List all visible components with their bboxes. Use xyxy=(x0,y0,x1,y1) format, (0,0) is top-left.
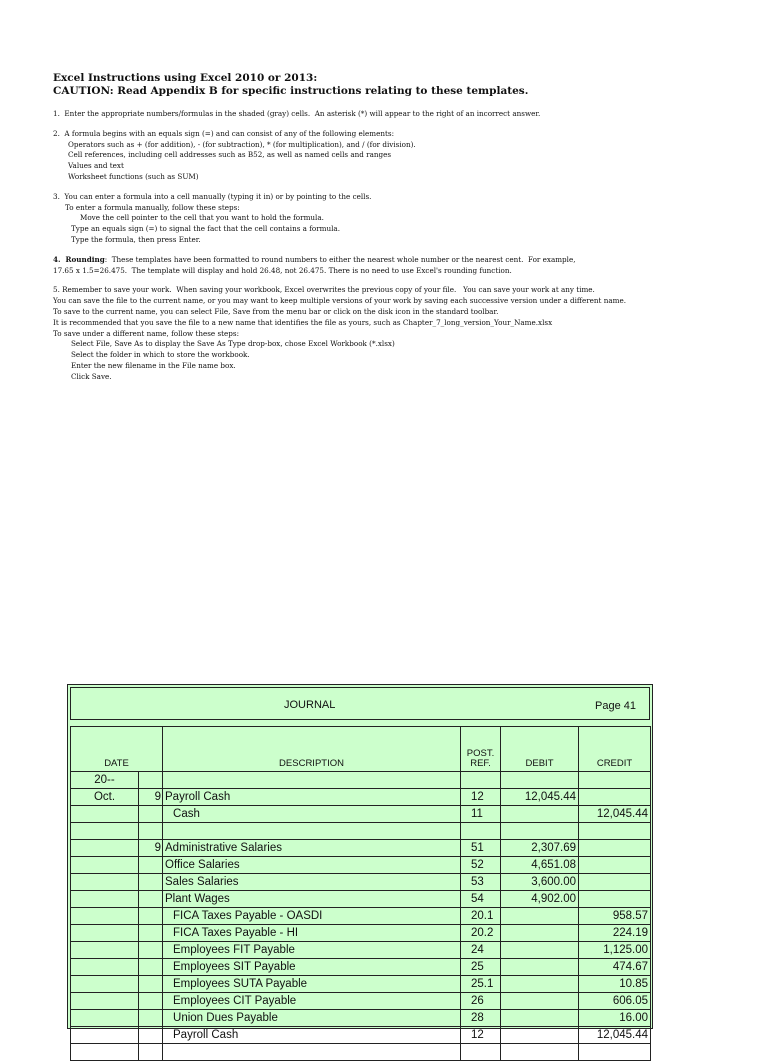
debit-cell xyxy=(501,993,579,1010)
debit-cell: 4,651.08 xyxy=(501,857,579,874)
table-row xyxy=(71,857,651,874)
date-day-cell xyxy=(139,772,163,789)
credit-cell: 606.05 xyxy=(579,993,651,1010)
instruction-3-line: Type the formula, then press Enter. xyxy=(71,234,201,244)
description-cell: Payroll Cash xyxy=(163,1027,461,1044)
description-cell: Office Salaries xyxy=(163,857,461,874)
date-month-cell xyxy=(71,908,139,925)
credit-cell xyxy=(579,874,651,891)
debit-cell xyxy=(501,959,579,976)
instruction-1: 1. Enter the appropriate numbers/formulas in the shaded (gray) cells. An asterisk (*) will appear to the right of an incorrect answer. xyxy=(53,109,541,118)
credit-cell xyxy=(579,1044,651,1061)
table-row xyxy=(71,993,651,1010)
date-day-cell xyxy=(139,806,163,823)
post-ref-cell: 20.2 xyxy=(461,925,501,942)
table-row xyxy=(71,806,651,823)
journal-title: JOURNAL xyxy=(284,699,336,711)
credit-cell: 12,045.44 xyxy=(579,806,651,823)
debit-cell: 4,902.00 xyxy=(501,891,579,908)
date-month-cell xyxy=(71,925,139,942)
instruction-4-text: : These templates have been formatted to round numbers to either the nearest whole number or the nearest cent. For example, xyxy=(104,254,576,264)
table-row xyxy=(71,789,651,806)
instructions-title: Excel Instructions using Excel 2010 or 2013: xyxy=(53,72,318,84)
journal-sheet xyxy=(67,684,653,1041)
table-row xyxy=(71,925,651,942)
date-month-cell xyxy=(71,1044,139,1061)
table-row xyxy=(71,1044,651,1061)
instruction-2: 2. A formula begins with an equals sign (=) and can consist of any of the following elements: xyxy=(53,128,394,138)
date-month-cell xyxy=(71,806,139,823)
journal-header-row xyxy=(71,727,651,772)
date-day-cell xyxy=(139,976,163,993)
instruction-2-line: Values and text xyxy=(68,161,124,171)
debit-cell: 2,307.69 xyxy=(501,840,579,857)
post-ref-cell: 11 xyxy=(461,806,501,823)
table-row xyxy=(71,1027,651,1044)
post-ref-cell: 20.1 xyxy=(461,908,501,925)
post-ref-cell: 24 xyxy=(461,942,501,959)
instruction-5-step: Enter the new filename in the File name box. xyxy=(71,360,236,370)
date-day-cell xyxy=(139,993,163,1010)
description-cell: Administrative Salaries xyxy=(163,840,461,857)
credit-cell xyxy=(579,772,651,789)
debit-cell xyxy=(501,806,579,823)
debit-cell xyxy=(501,908,579,925)
credit-cell xyxy=(579,789,651,806)
description-cell xyxy=(163,1044,461,1061)
post-ref-header: POST. REF. xyxy=(461,727,501,772)
instruction-3: 3. You can enter a formula into a cell manually (typing it in) or by pointing to the cells. xyxy=(53,191,372,201)
instructions-section xyxy=(53,72,753,383)
credit-cell: 10.85 xyxy=(579,976,651,993)
description-cell: Employees SIT Payable xyxy=(163,959,461,976)
date-month-cell xyxy=(71,840,139,857)
instruction-5-step: Select File, Save As to display the Save As Type drop-box, chose Excel Workbook (*.xlsx) xyxy=(71,339,395,349)
date-day-cell xyxy=(139,908,163,925)
date-day-cell: 9 xyxy=(139,789,163,806)
description-cell: Payroll Cash xyxy=(163,789,461,806)
credit-header: CREDIT xyxy=(579,727,651,772)
post-ref-cell xyxy=(461,772,501,789)
credit-cell xyxy=(579,891,651,908)
description-cell: Union Dues Payable xyxy=(163,1010,461,1027)
date-day-cell xyxy=(139,823,163,840)
credit-cell: 16.00 xyxy=(579,1010,651,1027)
date-day-cell xyxy=(139,1044,163,1061)
debit-cell: 3,600.00 xyxy=(501,874,579,891)
table-row xyxy=(71,891,651,908)
date-month-cell xyxy=(71,976,139,993)
date-month-cell xyxy=(71,891,139,908)
debit-header: DEBIT xyxy=(501,727,579,772)
credit-cell: 1,125.00 xyxy=(579,942,651,959)
date-month-cell xyxy=(71,857,139,874)
date-month-cell: Oct. xyxy=(71,789,139,806)
description-cell: Sales Salaries xyxy=(163,874,461,891)
instruction-4-line: 17.65 x 1.5=26.475. The template will display and hold 26.48, not 26.475. There is no need to use Excel's rounding function. xyxy=(53,265,512,275)
instruction-5-line: You can save the file to the current name, or you may want to keep multiple versions of your work by saving each successive version under a different name. xyxy=(53,296,626,306)
date-month-cell xyxy=(71,1027,139,1044)
date-day-cell: 9 xyxy=(139,840,163,857)
date-day-cell xyxy=(139,874,163,891)
instruction-3-line: To enter a formula manually, follow these steps: xyxy=(65,202,240,212)
date-day-cell xyxy=(139,925,163,942)
date-day-cell xyxy=(139,891,163,908)
instruction-5: 5. Remember to save your work. When saving your workbook, Excel overwrites the previous copy of your file. You can save your work at any time. xyxy=(53,285,595,295)
description-cell: Employees FIT Payable xyxy=(163,942,461,959)
debit-cell xyxy=(501,925,579,942)
debit-cell xyxy=(501,1027,579,1044)
instruction-3-line: Type an equals sign (=) to signal the fact that the cell contains a formula. xyxy=(71,224,340,234)
description-cell: Employees SUTA Payable xyxy=(163,976,461,993)
description-cell: Cash xyxy=(163,806,461,823)
instruction-4 xyxy=(53,255,753,266)
description-header: DESCRIPTION xyxy=(163,727,461,772)
description-cell xyxy=(163,772,461,789)
date-month-cell xyxy=(71,942,139,959)
post-ref-cell: 12 xyxy=(461,789,501,806)
table-row xyxy=(71,942,651,959)
post-ref-cell: 25.1 xyxy=(461,976,501,993)
date-header: DATE xyxy=(71,727,163,772)
description-cell: FICA Taxes Payable - OASDI xyxy=(163,908,461,925)
date-month-cell xyxy=(71,874,139,891)
date-month-cell xyxy=(71,823,139,840)
table-row xyxy=(71,772,651,789)
instruction-2-line: Worksheet functions (such as SUM) xyxy=(68,171,199,181)
credit-cell: 224.19 xyxy=(579,925,651,942)
post-ref-cell: 25 xyxy=(461,959,501,976)
instruction-2-line: Cell references, including cell addresses such as B52, as well as named cells and ranges xyxy=(68,150,392,160)
journal-page-number: Page 41 xyxy=(595,700,636,712)
description-cell xyxy=(163,823,461,840)
table-row xyxy=(71,908,651,925)
debit-cell xyxy=(501,976,579,993)
date-day-cell xyxy=(139,942,163,959)
table-row xyxy=(71,874,651,891)
credit-cell xyxy=(579,840,651,857)
description-cell: FICA Taxes Payable - HI xyxy=(163,925,461,942)
credit-cell: 474.67 xyxy=(579,959,651,976)
credit-cell: 12,045.44 xyxy=(579,1027,651,1044)
post-ref-cell: 26 xyxy=(461,993,501,1010)
date-day-cell xyxy=(139,857,163,874)
date-day-cell xyxy=(139,1027,163,1044)
post-ref-cell: 51 xyxy=(461,840,501,857)
credit-cell: 958.57 xyxy=(579,908,651,925)
date-month-cell xyxy=(71,993,139,1010)
date-day-cell xyxy=(139,959,163,976)
credit-cell xyxy=(579,857,651,874)
journal-table xyxy=(70,726,651,1061)
table-row xyxy=(71,840,651,857)
instruction-2-line: Operators such as + (for addition), - (for subtraction), * (for multiplication), and / (for division). xyxy=(68,139,416,149)
post-ref-cell: 54 xyxy=(461,891,501,908)
instruction-5-line: To save under a different name, follow these steps: xyxy=(53,328,240,338)
date-month-cell xyxy=(71,959,139,976)
post-ref-cell: 28 xyxy=(461,1010,501,1027)
rounding-label: 4. Rounding xyxy=(53,254,105,264)
debit-cell: 12,045.44 xyxy=(501,789,579,806)
table-row xyxy=(71,823,651,840)
post-ref-cell: 12 xyxy=(461,1027,501,1044)
date-month-cell: 20-- xyxy=(71,772,139,789)
debit-cell xyxy=(501,823,579,840)
debit-cell xyxy=(501,1044,579,1061)
description-cell: Employees CIT Payable xyxy=(163,993,461,1010)
instruction-5-step: Click Save. xyxy=(71,371,112,381)
table-row xyxy=(71,959,651,976)
post-ref-cell xyxy=(461,1044,501,1061)
debit-cell xyxy=(501,772,579,789)
journal-header xyxy=(70,687,650,720)
table-row xyxy=(71,976,651,993)
instruction-5-step: Select the folder in which to store the workbook. xyxy=(71,350,250,360)
post-ref-cell xyxy=(461,823,501,840)
instruction-5-line: To save to the current name, you can select File, Save from the menu bar or click on the disk icon in the standard toolbar. xyxy=(53,306,499,316)
caution-note: CAUTION: Read Appendix B for specific instructions relating to these templates. xyxy=(53,85,529,97)
post-ref-cell: 52 xyxy=(461,857,501,874)
instruction-5-line: It is recommended that you save the file to a new name that identifies the file as yours, such as Chapter_7_long_version_Your_Name.xlsx xyxy=(53,317,553,327)
credit-cell xyxy=(579,823,651,840)
instruction-3-line: Move the cell pointer to the cell that you want to hold the formula. xyxy=(80,213,324,223)
description-cell: Plant Wages xyxy=(163,891,461,908)
debit-cell xyxy=(501,942,579,959)
post-ref-cell: 53 xyxy=(461,874,501,891)
